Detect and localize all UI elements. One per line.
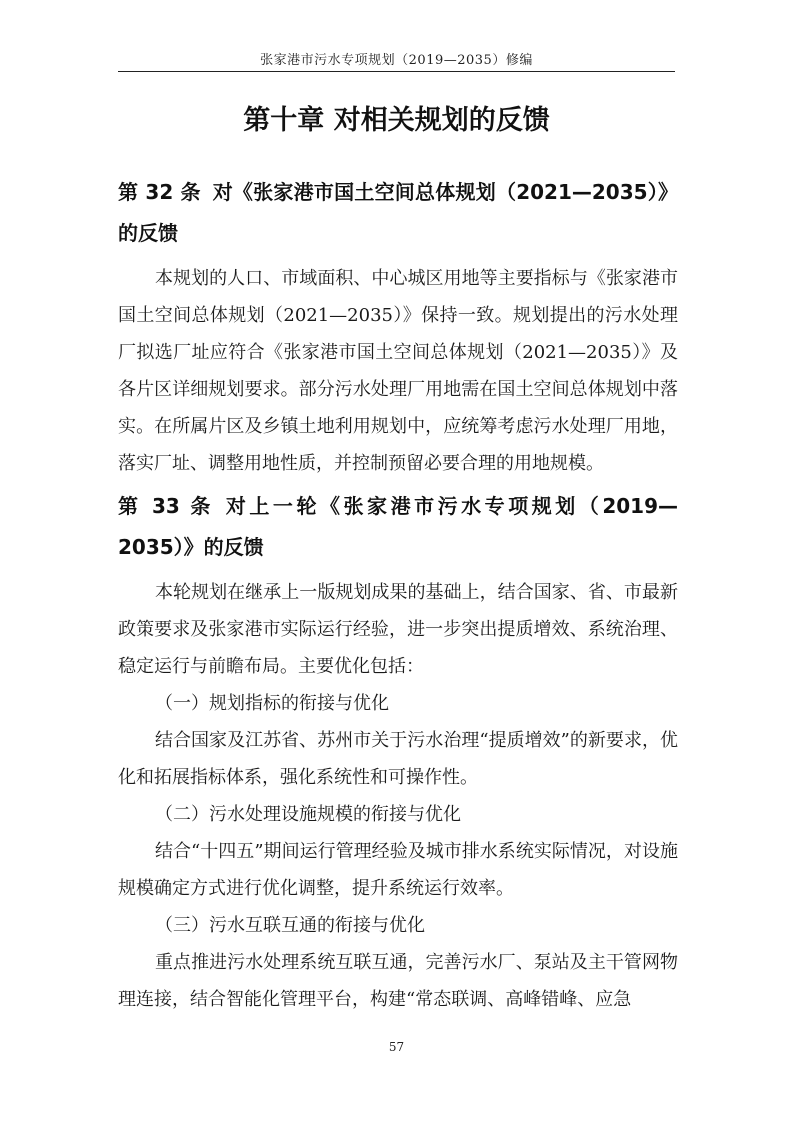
section-3-heading: （三）污水互联互通的衔接与优化 <box>155 915 425 936</box>
page-content <box>118 168 678 1018</box>
header-rule <box>118 71 675 72</box>
article-32-number: 第 32 条 <box>118 180 201 204</box>
article-32-title: 对《张家港市国土空间总体规划（2021—2035）》的反馈 <box>118 180 679 245</box>
running-header: 张家港市污水专项规划（2019—2035）修编 <box>260 53 533 68</box>
article-33-heading <box>118 486 678 568</box>
section-1-heading: （一）规划指标的衔接与优化 <box>155 693 389 714</box>
article-32-paragraph: 本规划的人口、市域面积、中心城区用地等主要指标与《张家港市国土空间总体规划（2021—2035）》保持一致。规划提出的污水处理厂拟选厂址应符合《张家港市国土空间总体规划（2021—2035）》及各片区详细规划要求。部分污水处理厂用地需在国土空间总体规划中落实。在所属片区及乡镇土地利用规划中，应统筹考虑污水处理厂用地，落实厂址、调整用地性质，并控制预留必要合理的用地规模。 <box>118 268 678 474</box>
article-33-number: 第 33 条 <box>118 494 214 518</box>
section-3-text: 重点推进污水处理系统互联互通，完善污水厂、泵站及主干管网物理连接，结合智能化管理平台，构建“常态联调、高峰错峰、应急 <box>118 952 678 1010</box>
article-32-heading <box>118 172 678 254</box>
page-number: 57 <box>388 1040 405 1054</box>
section-2-text: 结合“十四五”期间运行管理经验及城市排水系统实际情况，对设施规模确定方式进行优化调整，提升系统运行效率。 <box>118 841 678 899</box>
section-1-text: 结合国家及江苏省、苏州市关于污水治理“提质增效”的新要求，优化和拓展指标体系，强化系统性和可操作性。 <box>118 730 678 788</box>
article-33-title: 对上一轮《张家港市污水专项规划（2019—2035）》的反馈 <box>118 494 678 559</box>
article-33-intro: 本轮规划在继承上一版规划成果的基础上，结合国家、省、市最新政策要求及张家港市实际运行经验，进一步突出提质增效、系统治理、稳定运行与前瞻布局。主要优化包括： <box>118 582 678 677</box>
section-2-heading: （二）污水处理设施规模的衔接与优化 <box>155 804 461 825</box>
chapter-title: 第十章 对相关规划的反馈 <box>243 105 550 136</box>
